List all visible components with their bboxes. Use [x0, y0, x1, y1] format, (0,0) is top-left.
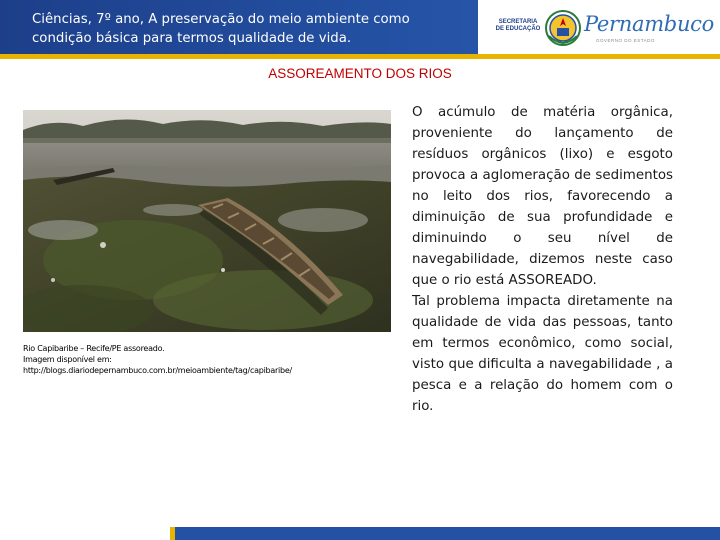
slide-title: ASSOREAMENTO DOS RIOS — [268, 66, 452, 81]
lesson-title-line1: Ciências, 7º ano, A preservação do meio ambiente como — [32, 12, 410, 27]
pernambuco-logo: Pernambuco — [584, 12, 714, 36]
secretaria-line2: DE EDUCAÇÃO — [495, 26, 541, 32]
secretaria-logo — [494, 19, 542, 33]
photo-caption — [23, 343, 391, 376]
secretaria-line1: SECRETARIA — [498, 19, 538, 25]
paragraph-silting-cause: O acúmulo de matéria orgânica, proveniente do lançamento de resíduos orgânicos (lixo) e esgoto provoca a aglomeração de sedimentos no leito dos rios, favorecendo a diminuição de sua profundidade e diminuindo o seu nível de navegabilidade, dizemos neste caso que o rio está ASSOREADO. — [412, 105, 673, 288]
body-text — [412, 102, 673, 417]
paragraph-impact: Tal problema impacta diretamente na qualidade de vida das pessoas, tanto em termos econômico, como social, visto que dificulta a navegabilidade , a pesca e a relação do homem com o rio. — [412, 294, 673, 414]
caption-line2: Imagem disponível em: — [23, 355, 112, 364]
lesson-title — [32, 10, 432, 48]
footer-bar — [175, 527, 720, 540]
caption-url: http://blogs.diariodepernambuco.com.br/meioambiente/tag/capibaribe/ — [23, 366, 292, 375]
lesson-title-line2: condição básica para termos qualidade de vida. — [32, 31, 352, 46]
river-photo — [23, 110, 391, 332]
pernambuco-tagline: GOVERNO DO ESTADO — [596, 38, 655, 43]
caption-line1: Rio Capibaribe – Recife/PE assoreado. — [23, 344, 165, 353]
state-seal-icon — [545, 10, 581, 46]
header-accent-stripe — [0, 54, 720, 59]
